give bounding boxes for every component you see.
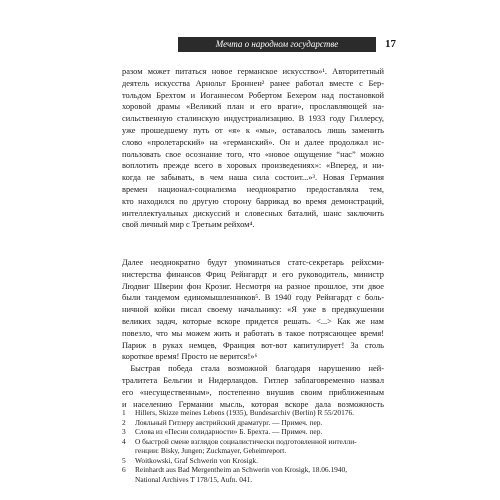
text-line: кто находился по другую сторону баррикад во время демонстраций, (122, 196, 384, 206)
footnote-text: National Archives T 178/15, Aufn. 041. (135, 474, 253, 484)
text-line: хоровой драмы «Великий план и его враги», прославляющей на- (122, 102, 384, 112)
paragraph-block-1 (122, 66, 384, 231)
text-line: свой личный мир с Третьим рейхом⁴. (122, 220, 255, 230)
text-line: великих задач, которые вскоре придется решать. <...> Как же нам (122, 316, 384, 326)
footnote-4 (122, 437, 384, 456)
text-line: и населению Германии мысль, которая вскоре дала возможность (122, 399, 384, 409)
text-line: Париж в руках немцев, Франция вот-вот капитулирует! За столь (122, 340, 384, 350)
footnote-text: Woitkowski, Graf Schwerin von Krosigk. (135, 455, 258, 465)
text-line: Людвиг Шверин фон Крозиг. Несмотря на разное прошлое, эти двое (122, 281, 384, 291)
footnote-text: Reinhardt aus Bad Mergentheim an Schwerin von Krosigk, 18.06.1940, (135, 465, 348, 474)
paragraph-block-2 (122, 257, 384, 410)
text-line: тольдом Брехтом и Иоганнесом Робертом Бехером над постановкой (122, 90, 384, 100)
running-title: Мечта о народном государстве (215, 39, 339, 49)
page-number: 17 (385, 38, 396, 50)
footnote-number: 2 (122, 417, 126, 427)
footnote-text: Hillers, Skizze meines Lebens (1935), Bundesarchiv (Berlin) R 55/20176. (135, 408, 355, 417)
footnote-6 (122, 465, 384, 484)
footnote-2 (122, 418, 384, 428)
text-line: нистерства финансов Фриц Рейнгардт и его руководитель, министр (122, 269, 384, 279)
text-line: когда не забывать, в чем наша сила состоит...»³. Новая Германия (122, 173, 384, 183)
text-line: слово «пролетарский» на «германский». Он и далее продолжал ис- (122, 137, 384, 147)
text-line: Быстрая победа стала возможной благодаря нарушению ней- (122, 364, 384, 374)
text-line: ничной койки писал своему начальнику: «Я уже в предвкушении (122, 305, 384, 315)
footnote-text: Лояльный Гитлеру австрийский драматург. — Примеч. пер. (135, 417, 323, 427)
footnote-text: генции: Bisky, Jungen; Zuckmayer, Geheimreport. (135, 446, 287, 455)
footnote-number: 1 (122, 408, 126, 417)
text-line: были тандемом единомышленников⁵. В 1940 году Рейнгардт с боль- (122, 293, 384, 303)
text-line: уже прошедшему путь от «я» к «мы», оставалось лишь заменить (122, 125, 384, 135)
footnote-3 (122, 427, 384, 437)
text-line: разом может питаться новое германское искусство»¹. Авторитетный (122, 67, 384, 76)
text-line: Далее неоднократно будут упоминаться статс-секретарь рейхсми- (122, 258, 384, 267)
text-line: тралитета Бельгии и Нидерландов. Гитлер заблаговременно назвал (122, 375, 384, 385)
text-line: пользовать свое осознание того, что «новое ощущение “нас” можно (122, 149, 384, 159)
footnote-text: О быстрой смене взглядов социалистически подготовленной интелли- (135, 436, 357, 446)
text-line: деятель искусства Арнольт Броннен² ранее работал вместе с Бер- (122, 78, 384, 88)
footnote-number: 5 (122, 455, 126, 465)
running-header (178, 37, 376, 52)
footnote-text: Слова из «Песни солидарности» Б. Брехта. — Примеч. пер. (135, 427, 323, 436)
footnote-number: 3 (122, 427, 126, 436)
text-line: повезло, что мы можем жить и работать в такое потрясающее время! (122, 328, 384, 338)
text-line: короткое время! Просто не верится!»⁶ (122, 352, 258, 362)
text-line: времен национал-социализма неоднократно предоставляла тем, (122, 184, 384, 194)
footnote-number: 6 (122, 465, 126, 474)
footnotes (122, 408, 384, 484)
footnote-1 (122, 408, 384, 418)
text-line: сильственную сталинскую индустриализацию. В 1933 году Гиллерсу, (122, 114, 384, 124)
text-line: воплотить прежде всего в хоровых произведениях»: «Вперед, и ни- (122, 161, 384, 171)
text-line: интеллектуальных дискуссий и словесных баталий, шанс заключить (122, 208, 384, 218)
text-line: его «несущественным», постепенно внушив своим приближенным (122, 387, 384, 397)
footnote-number: 4 (122, 436, 126, 446)
footnote-5 (122, 456, 384, 466)
